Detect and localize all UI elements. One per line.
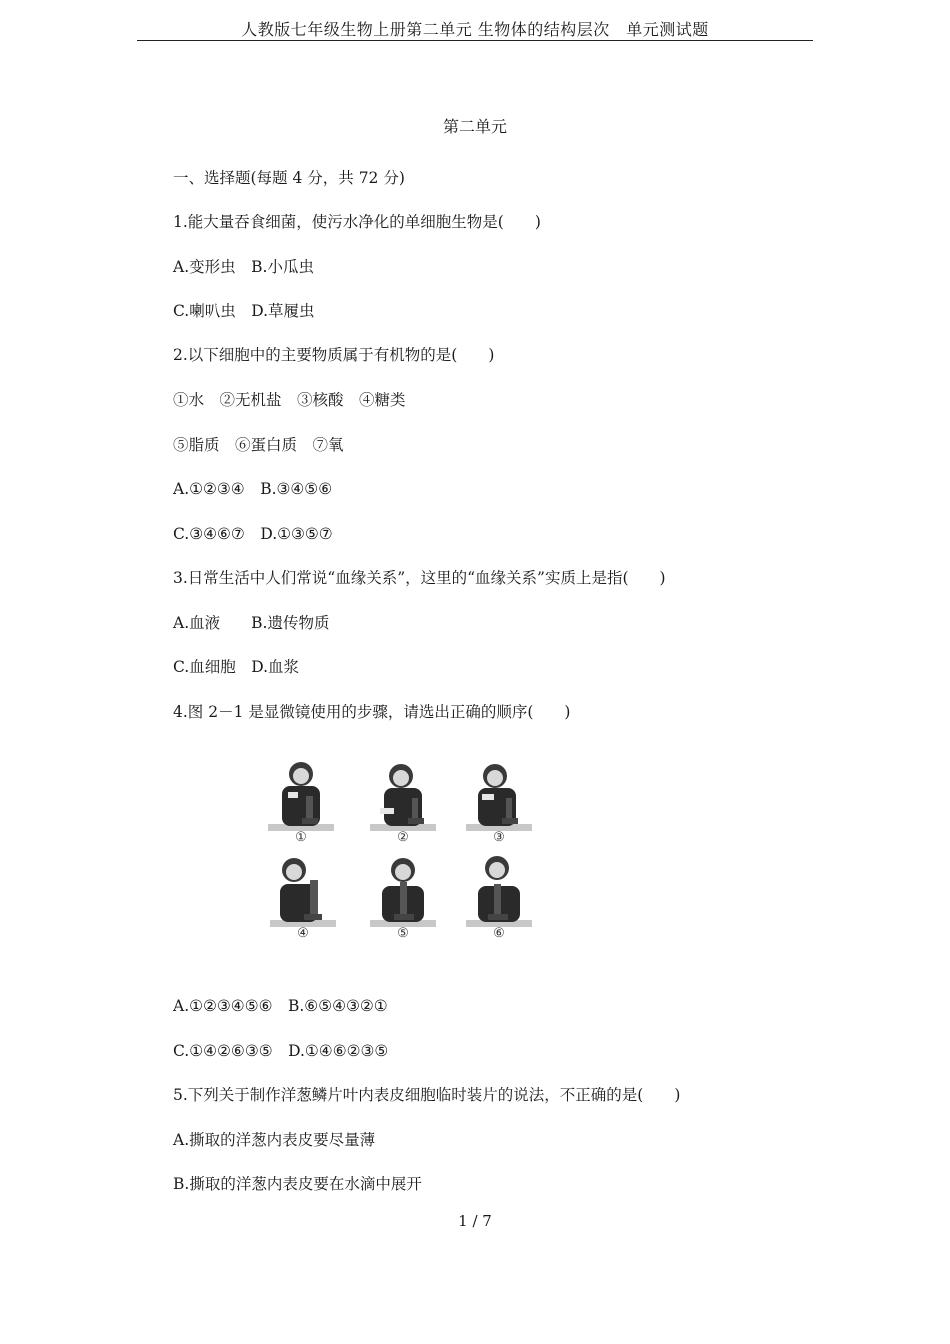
q3-options-ab: A.血液 B.遗传物质 [173, 614, 330, 632]
q2-items-2: ⑤脂质 ⑥蛋白质 ⑦氧 [173, 436, 344, 454]
q2-items-1: ①水 ②无机盐 ③核酸 ④糖类 [173, 391, 406, 409]
step-photo-4 [270, 852, 336, 942]
step-photo-2 [370, 756, 436, 846]
figure-caption: ⑤ [397, 926, 409, 941]
q1-options-ab: A.变形虫 B.小瓜虫 [173, 258, 314, 276]
question-4: 4.图 2－1 是显微镜使用的步骤，请选出正确的顺序( ) [173, 703, 571, 721]
figure-caption: ② [397, 830, 409, 845]
q4-options-cd: C.①④②⑥③⑤ D.①④⑥②③⑤ [173, 1042, 389, 1060]
q5-option-a: A.撕取的洋葱内表皮要尽量薄 [173, 1131, 376, 1149]
q1-options-cd: C.喇叭虫 D.草履虫 [173, 302, 315, 320]
question-5: 5.下列关于制作洋葱鳞片叶内表皮细胞临时装片的说法，不正确的是( ) [173, 1086, 681, 1104]
step-photo-5 [370, 852, 436, 942]
q2-options-ab: A.①②③④ B.③④⑤⑥ [173, 480, 333, 498]
header-divider [137, 40, 813, 41]
q3-options-cd: C.血细胞 D.血浆 [173, 658, 300, 676]
section-heading: 一、选择题(每题 4 分，共 72 分) [173, 169, 405, 187]
step-photo-3 [466, 756, 532, 846]
q2-options-cd: C.③④⑥⑦ D.①③⑤⑦ [173, 525, 333, 543]
q4-options-ab: A.①②③④⑤⑥ B.⑥⑤④③②① [173, 997, 388, 1015]
figure-caption: ① [295, 830, 307, 845]
figure-caption: ⑥ [493, 926, 505, 941]
unit-title: 第二单元 [442, 117, 507, 136]
step-photo-1 [268, 756, 334, 846]
figure-caption: ④ [297, 926, 309, 941]
microscope-steps-figure [262, 756, 532, 946]
question-1: 1.能大量吞食细菌，使污水净化的单细胞生物是( ) [173, 213, 541, 231]
document-header: 人教版七年级生物上册第二单元 生物体的结构层次 单元测试题 [241, 20, 709, 39]
step-photo-6 [466, 852, 532, 942]
question-3: 3.日常生活中人们常说“血缘关系”，这里的“血缘关系”实质上是指( ) [173, 569, 666, 587]
figure-caption: ③ [493, 830, 505, 845]
page-number: 1 / 7 [458, 1212, 492, 1230]
question-2: 2.以下细胞中的主要物质属于有机物的是( ) [173, 346, 495, 364]
q5-option-b: B.撕取的洋葱内表皮要在水滴中展开 [173, 1175, 422, 1193]
